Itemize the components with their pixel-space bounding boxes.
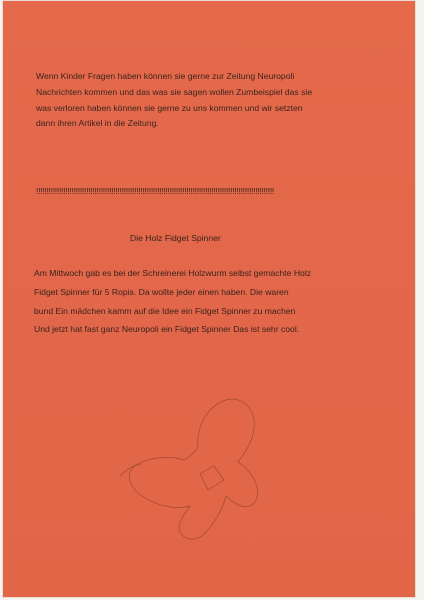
exclamation-separator: !!!!!!!!!!!!!!!!!!!!!!!!!!!!!!!!!!!!!!!!!!!!!!!!!!!!!!!!!!!!!!!!!!!!!!!!!!!!!!!!!!!!!!!!!!!!!!!!!!!!!!!!!!!!!!!!!! [36, 186, 274, 196]
intro-line: Nachrichten kommen und das was sie sagen wollen Zumbeispiel das sie [36, 86, 313, 97]
article-line: Am Mittwoch gab es bei der Schreinerei Holzwurm selbst gemachte Holz [34, 268, 312, 278]
article-line: Und jetzt hat fast ganz Neuropoli ein Fidget Spinner Das ist sehr cool. [34, 324, 300, 335]
article-line: bund Ein mädchen kamm auf die Idee ein Fidget Spinner zu machen [34, 305, 296, 316]
intro-paragraph [36, 69, 312, 132]
intro-line: was verloren haben können sie gerne zu uns kommen und wir setzten [36, 102, 303, 113]
article-body [34, 266, 311, 341]
intro-line: dann ihren Artikel in die Zeitung. [36, 118, 159, 129]
article-line: Fidget Spinner für 5 Ropis. Da wollte jeder einen haben. Die waren [34, 286, 289, 297]
intro-line: Wenn Kinder Fragen haben können sie gerne zur Zeitung Neuropoli [36, 71, 295, 81]
article-title: Die Holz Fidget Spinner [130, 233, 221, 243]
